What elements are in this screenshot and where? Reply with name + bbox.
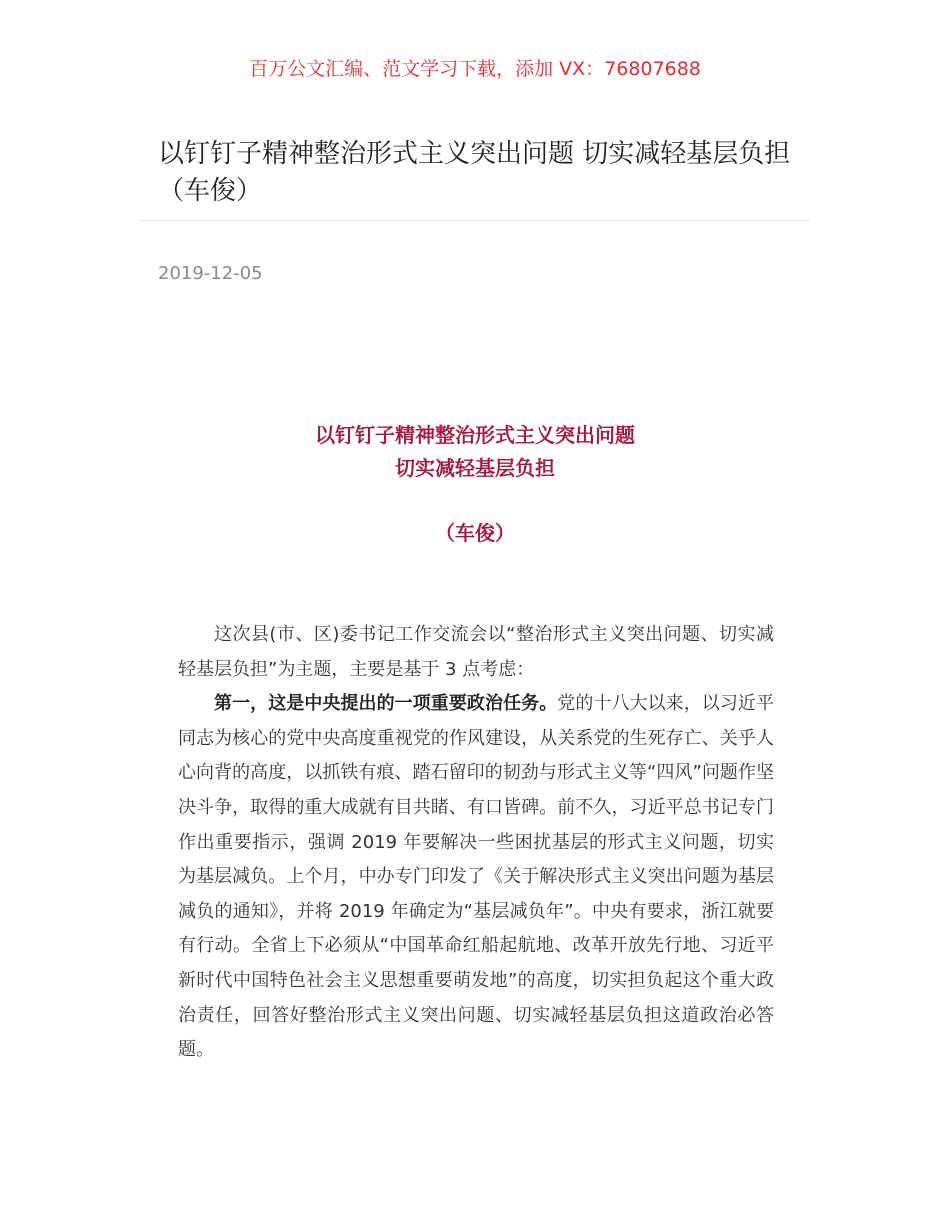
article-title: 以钉钉子精神整治形式主义突出问题 切实减轻基层负担（车俊） — [158, 139, 791, 206]
author-name: （车俊） — [435, 521, 515, 545]
paragraph-lead-bold: 第一，这是中央提出的一项重要政治任务。 — [214, 693, 558, 715]
content-heading-line1: 以钉钉子精神整治形式主义突出问题 — [315, 423, 635, 447]
publish-date: 2019-12-05 — [158, 263, 263, 284]
article-body — [178, 618, 774, 1068]
content-heading-line2: 切实减轻基层负担 — [395, 456, 555, 480]
paragraph-intro: 这次县(市、区)委书记工作交流会以“整治形式主义突出问题、切实减轻基层负担”为主题，主要是基于 3 点考虑： — [178, 624, 774, 680]
promo-banner: 百万公文汇编、范文学习下载，添加 VX：76807688 — [249, 58, 701, 80]
paragraph-body: 党的十八大以来，以习近平同志为核心的党中央高度重视党的作风建设，从关系党的生死存亡、关乎人心向背的高度，以抓铁有痕、踏石留印的韧劲与形式主义等“四风”问题作坚决斗争，取得的重大成就有目共睹、有口皆碑。前不久，习近平总书记专门作出重要指示，强调 2019 年要解决一些困扰基层的形式主义问题，切实为基层减负。上个月，中办专门印发了《关于解决形式主义突出问题为基层减负的通知》，并将 2019 年确定为“基层减负年”。中央有要求，浙江就要有行动。全省上下必须从“中国革命红船起航地、改革开放先行地、习近平新时代中国特色社会主义思想重要萌发地”的高度，切实担负起这个重大政治责任，回答好整治形式主义突出问题、切实减轻基层负担这道政治必答题。 — [178, 693, 774, 1061]
title-divider — [140, 220, 810, 221]
paragraph-first-point — [178, 687, 774, 1068]
